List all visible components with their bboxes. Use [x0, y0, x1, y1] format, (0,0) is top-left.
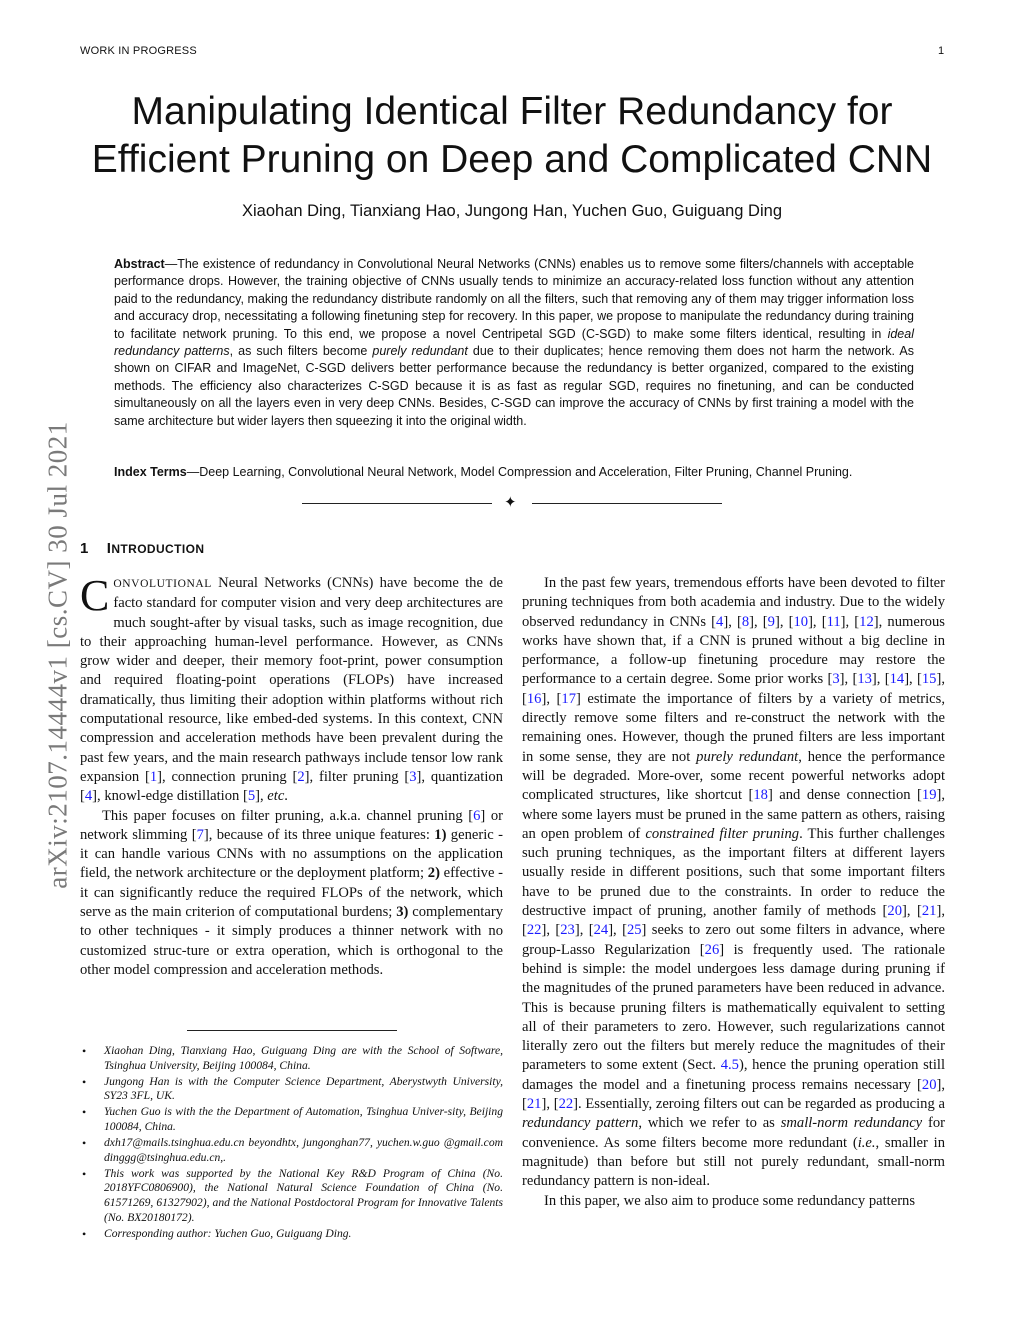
citation-link[interactable]: 22 [558, 1096, 574, 1113]
index-terms-label: Index Terms [114, 465, 187, 479]
index-terms [114, 464, 914, 481]
paragraph-text: generic - it can handle various CNNs with no assumptions on the application field, the network architecture or the deployment platform; [80, 826, 503, 882]
citation-link[interactable]: 21 [921, 903, 937, 920]
left-column [80, 571, 503, 980]
paragraph-text: ], numerous works have shown that, if a CNN is pruned without a big decline in performance, a follow-up finetuning procedure may restore the performance to a certain degree. Some prior works [ [522, 613, 945, 688]
paragraph-text: ], filter pruning [ [304, 768, 410, 785]
citation-link[interactable]: 17 [561, 690, 576, 707]
citation-separator: ], [ [808, 613, 827, 630]
intro-paragraph-3 [522, 574, 945, 1192]
citation-separator: ], [ [541, 922, 561, 939]
citation-link[interactable]: 16 [526, 690, 542, 707]
citation-separator: ], [ [839, 671, 858, 688]
citation-link[interactable]: 7 [196, 826, 204, 843]
citation-link[interactable]: 18 [753, 787, 768, 804]
paragraph-text: ], quantization [ [80, 768, 503, 805]
drop-cap: C [80, 571, 110, 620]
divider-star-icon: ✦ [504, 495, 517, 511]
section-number: 1 [80, 540, 89, 557]
citation-separator: ], [ [522, 903, 945, 939]
paragraph-text: ] and dense connection [ [767, 787, 922, 804]
paragraph-text: This paper focuses on filter pruning, a.k.a. channel pruning [ [102, 807, 474, 824]
emphasis-text: purely redundant [696, 748, 799, 765]
running-head: WORK IN PROGRESS [80, 45, 197, 57]
citation-link[interactable]: 22 [526, 922, 542, 939]
abstract [114, 256, 914, 430]
citation-link[interactable]: 4 [716, 613, 724, 630]
paragraph-text: for convenience. As some filters become more redundant ( [522, 1115, 946, 1151]
abstract-text-2: , as such filters become [229, 344, 373, 359]
paragraph-text: . [284, 788, 288, 805]
citation-link[interactable]: 1 [149, 768, 158, 785]
intro-paragraph-1 [80, 571, 503, 807]
paragraph-text: In the past few years, tremendous efforts have been devoted to filter pruning techniques from both academia and industry. Due to the widely observed redundancy in CNNs [ [522, 575, 945, 630]
emphasis-etc: etc [267, 788, 285, 805]
citation-separator: ], [ [840, 613, 860, 630]
citation-separator: ], [ [871, 671, 890, 688]
citation-link[interactable]: 3 [832, 671, 840, 688]
paragraph-text: , hence the performance will be degraded. More-over, some recent powerful networks adopt complicated structures, like shortcut [ [522, 748, 945, 804]
paragraph-text: ]. Essentially, zeroing filters out can be regarded as producing a [573, 1096, 945, 1113]
citation-link[interactable]: 2 [297, 768, 305, 785]
citation-link[interactable]: 15 [921, 671, 937, 688]
emphasis-text: constrained filter pruning [645, 825, 800, 842]
title-line-2: Efficient Pruning on Deep and Complicated CNN [91, 138, 933, 181]
citation-link[interactable]: 20 [887, 903, 902, 920]
abstract-emphasis-1: ideal redundancy patterns [114, 326, 914, 359]
citation-link[interactable]: 19 [921, 787, 937, 804]
section-heading-introduction [80, 540, 204, 557]
author-list: Xiaohan Ding, Tianxiang Hao, Jungong Han, Yuchen Guo, Guiguang Ding [242, 202, 782, 220]
citation-link[interactable]: 6 [473, 807, 481, 824]
abstract-text-1: —The existence of redundancy in Convolutional Neural Networks (CNNs) enables us to remove some filters/channels with acceptable performance drops. However, the training objective of CNNs usually tends to minimize an accuracy-related loss function without any attention paid to the redundancy, making the redundancy distribute randomly on all the filters, such that removing any of them may trigger information loss and accuracy drop, necessitating a following finetuning step for recovery. In this paper, we propose to manipulate the redundancy during training to facilitate network pruning. To this end, we propose a novel Centripetal SGD (C-SGD) to make some filters identical, resulting in [114, 257, 914, 341]
feature-number: 3) [396, 904, 409, 921]
abstract-label: Abstract [114, 257, 165, 271]
section-title-rest: NTRODUCTION [111, 542, 205, 556]
citation-link[interactable]: 5 [247, 788, 256, 805]
index-terms-text: —Deep Learning, Convolutional Neural Network, Model Compression and Acceleration, Filter Pruning, Channel Pruning. [186, 465, 853, 479]
footnotes [80, 1044, 503, 1243]
paragraph-text: ] or network slimming [ [80, 807, 503, 843]
emphasis-text: i.e. [857, 1134, 876, 1151]
footnote-item: • dxh17@mails.tsinghua.edu.cn beyondhtx, jungonghan77, yuchen.w.guo @gmail.com dinggg@tsinghua.edu.cn,. [80, 1136, 503, 1165]
divider-rule-right [532, 503, 722, 504]
paragraph-text: ] is frequently used. The rationale behind is simple: the model undergoes less damage during pruning if the magnitudes of the pruned parameters have been reduced in advance. This is because pruning filters is mathematically equivalent to setting all of their parameters to zero. However, such regularizations cannot literally zero out the filters but merely reduce the magnitudes of their parameters to some extent (Sect. [522, 941, 945, 1074]
section-title-initial: I [106, 540, 112, 557]
citation-link[interactable]: 20 [921, 1076, 937, 1093]
feature-number: 2) [427, 865, 440, 882]
footnote-item: • Corresponding author: Yuchen Guo, Guiguang Ding. [80, 1227, 503, 1242]
title-line-1: Manipulating Identical Filter Redundancy for [131, 90, 893, 133]
abstract-text-3: due to their duplicates; hence removing them does not harm the network. As shown on CIFAR and ImageNet, C-SGD delivers better performance because the redundancy is better organized, compared to the existing methods. The efficiency also characterizes C-SGD because it is as fast as regular SGD, requires no finetuning, and can be conducted simultaneously on all the layers even in very deep CNNs. Besides, C-SGD can improve the accuracy of CNNs by first training a model with the same architecture but wider layers then squeezing it into the original width. [114, 344, 914, 428]
small-caps-lead: ONVOLUTIONAL [113, 578, 212, 590]
footnote-rule [187, 1030, 397, 1031]
feature-number: 1) [434, 826, 447, 843]
citation-separator: ], [ [901, 903, 922, 920]
paragraph-text: ], [255, 788, 268, 805]
paragraph-text: , which we refer to as [638, 1115, 781, 1132]
citation-link[interactable]: 13 [857, 671, 872, 688]
citation-separator: ], [ [774, 613, 794, 630]
citation-link[interactable]: 25 [626, 922, 642, 939]
paragraph-text: ], connection pruning [ [157, 768, 298, 785]
citation-separator: ], [ [541, 1096, 559, 1113]
footnote-item: • Xiaohan Ding, Tianxiang Hao, Guiguang Ding are with the School of Software, Tsinghua University, Beijing 100084, China. [80, 1044, 503, 1073]
citation-separator: ], [ [904, 671, 922, 688]
footnote-item: • Jungong Han is with the Computer Science Department, Aberystwyth University, SY23 3FL, UK. [80, 1075, 503, 1104]
citation-link[interactable]: 14 [889, 671, 905, 688]
citation-link[interactable]: 3 [409, 768, 417, 785]
paragraph-text: complementary to other techniques - it simply produces a thinner network with no customized struc-ture or extra operation, which is orthogonal to the other model compression and acceleration methods. [80, 904, 503, 978]
right-column [522, 574, 945, 1211]
citation-link[interactable]: 11 [826, 613, 841, 630]
paragraph-text: ], knowl-edge distillation [ [92, 788, 248, 805]
paragraph-text: ] seeks to zero out some filters in advance, where group-Lasso Regularization [ [522, 922, 945, 958]
citation-link[interactable]: 24 [593, 922, 609, 939]
citation-link[interactable]: 23 [560, 922, 575, 939]
paper-title [0, 88, 1024, 184]
citation-separator: ], [ [574, 922, 594, 939]
emphasis-text: redundancy pattern [522, 1115, 639, 1132]
arxiv-stamp: arXiv:2107.14444v1 [cs.CV] 30 Jul 2021 [42, 421, 73, 889]
paragraph-text: effective - it can significantly reduce the required FLOPs of the network, which serve as the main criterion of computational burdens; [80, 865, 503, 921]
citation-separator: ], [ [749, 613, 768, 630]
section-divider [302, 497, 722, 509]
paragraph-text: ), hence the pruning operation still damages the model and a finetuning process remains necessary [ [522, 1057, 945, 1093]
intro-paragraph-2 [80, 807, 503, 981]
footnote-item: • Yuchen Guo is with the the Department of Automation, Tsinghua Univer-sity, Beijing 100084, China. [80, 1105, 503, 1134]
citation-link[interactable]: 4 [84, 788, 93, 805]
paragraph-text: ] estimate the importance of filters by a variety of metrics, directly remove some filters and re-construct the network with the remaining ones. However, though the pruned filters are less important in some sense, they are not [522, 690, 945, 765]
citation-link[interactable]: 21 [526, 1096, 542, 1113]
citation-separator: ], [ [522, 1076, 945, 1113]
paragraph-text: . This further challenges such pruning techniques, as the important filters at different layers usually reside in different positions, such that some important filters have to be pruned due to the constraints. In order to reduce the destructive impact of pruning, another family of methods [ [522, 825, 945, 920]
divider-rule-left [302, 503, 492, 504]
citation-link[interactable]: 26 [704, 941, 720, 958]
citation-link[interactable]: 8 [741, 613, 750, 630]
citation-separator: ], [ [541, 690, 562, 707]
citation-separator: ], [ [723, 613, 742, 630]
paragraph-text: ], because of its three unique features: [203, 826, 435, 843]
emphasis-text: small-norm redundancy [780, 1115, 923, 1132]
footnote-item: • This work was supported by the National Key R&D Program of China (No. 2018YFC0806900), the National Natural Science Foundation of China (No. 61571269, 61327902), and the National Postdoctoral Program for Innovative Talents (No. BX20180172). [80, 1167, 503, 1225]
page-number: 1 [938, 45, 945, 57]
paragraph-text: ], where some layers must be pruned in the same pattern as others, raising an open problem of [522, 787, 945, 842]
paragraph-text: , smaller in magnitude) than before but still not purely redundant, small-norm redundancy pattern is non-ideal. [522, 1134, 945, 1190]
citation-link[interactable]: 12 [859, 613, 874, 630]
abstract-emphasis-2: purely redundant [372, 344, 468, 359]
citation-link[interactable]: 9 [767, 613, 775, 630]
intro-paragraph-4: In this paper, we also aim to produce some redundancy patterns [544, 1192, 916, 1209]
paragraph-text: Neural Networks (CNNs) have become the de facto standard for computer vision and very deep architectures are much sought-after by visual tasks, such as image recognition, due to their approaching human-level performance. However, as CNNs grow wider and deeper, their memory foot-print, power consumption and required floating-point operations (FLOPs) have increased dramatically, thus limiting their adoption within platforms without rich computational resource, like embed-ded systems. In this context, CNN compression and acceleration methods have been prevalent during the past few years, and the main research pathways include tensor low rank expansion [ [80, 575, 503, 785]
section-link[interactable]: 4.5 [720, 1057, 739, 1074]
citation-separator: ], [ [522, 671, 945, 707]
citation-separator: ], [ [608, 922, 627, 939]
citation-link[interactable]: 10 [793, 613, 809, 630]
